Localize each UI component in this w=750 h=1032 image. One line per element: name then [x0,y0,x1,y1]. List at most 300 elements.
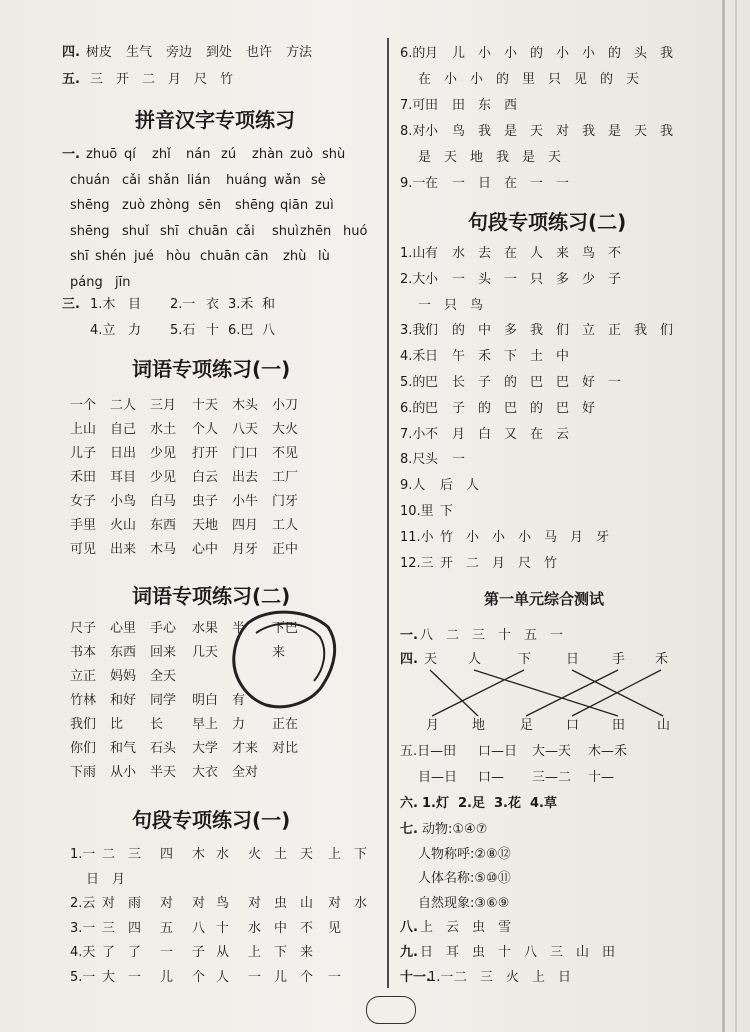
sentence-2-token: 云 [556,426,570,442]
sentence-2-token: 巴 [530,375,544,390]
heading-ci-practice-2: 词语专项练习(二) [132,584,291,608]
sentence-2-token: 在 [530,426,544,442]
sentence-1-token: 不 [300,920,314,936]
sentence-1-token: 月 [112,871,126,887]
vocab-1-word: 少见 [150,446,177,461]
section-3-item: 1.木 [90,297,116,312]
vocab-2-word: 我们 [70,717,97,732]
sentence-2-token: 午 [452,349,466,365]
sentence-2-token: 一 [608,375,622,390]
sentence-2-token: 子 [478,375,492,390]
sentence-2-token: 7.小 [400,426,426,442]
vocab-2-word: 有 [232,693,246,708]
heading-ju-practice-2: 句段专项练习(二) [468,210,627,234]
unit-8-item: 虫 [472,920,486,935]
vocab-1-word: 白马 [150,494,177,509]
vocab-2-word: 比 [110,717,124,732]
sentence-2-token: 中 [556,349,570,365]
unit-9-item: 日 [420,945,434,960]
sentence-2-token: 12.三 [400,555,434,571]
sentence-2-token: 又 [504,426,518,442]
sentence-1-token: 一 [328,969,342,985]
sentence-2-token: 立 [582,323,596,339]
match-line [474,670,618,716]
vocab-2-word: 半 [232,621,246,636]
right-top-token: 小 [504,46,518,61]
section-3-item: 5.石 [170,323,196,338]
sentence-2-token: 头 [425,452,439,468]
vocab-2-word: 石头 [150,741,177,756]
vocab-2-word: 从小 [110,765,137,780]
right-top-token: 田 [425,98,439,113]
vocab-1-word: 可见 [70,542,97,557]
vocab-2-word: 妈妈 [110,669,137,684]
vocab-2-word: 大学 [192,741,219,756]
sentence-2-token: 8.尺 [400,452,426,468]
sentence-1-token: 对 [328,896,342,911]
sentence-1-token: 儿 [274,969,288,985]
sentence-2-token: 小 [518,529,532,545]
unit-6-item: 2.足 [458,796,485,811]
sentence-2-token: 不 [425,426,439,442]
heading-pinyin-practice: 拼音汉字专项练习 [135,108,295,132]
section-4-word: 方法 [286,45,313,60]
pinyin-syllable: shēng [235,198,275,213]
unit-8-item: 雪 [498,920,512,935]
unit-1-item: 三 [472,628,486,643]
pinyin-syllable: chuān [200,249,240,264]
sentence-2-token: 11.小 [400,529,434,545]
right-top-token: 6.的 [400,46,426,61]
unit-6-item: 4.草 [530,796,557,811]
section-5-char: 三 [90,72,104,87]
right-top-token: 月 [425,46,439,61]
vocab-1-word: 水土 [150,422,177,437]
sentence-1-token: 四 [128,920,142,936]
sentence-2-token: 们 [556,323,570,339]
unit-6-item: 1.灯 [422,796,449,811]
sentence-1-token: 上 [328,847,342,862]
vocab-1-word: 十天 [192,398,219,413]
sentence-2-token: 开 [440,555,454,571]
vocab-2-word: 书本 [70,645,97,660]
sentence-2-token: 后 [440,478,454,494]
right-top-token: 的 [496,72,510,87]
vocab-2-word: 力 [232,717,246,732]
sentence-2-token: 一 [504,271,518,287]
sentence-1-token: 1.一 [70,847,96,862]
right-top-token: 小 [425,124,439,139]
sentence-2-token: 不 [608,246,622,261]
vocab-1-word: 日出 [110,446,137,461]
sentence-2-token: 的 [478,400,492,416]
sentence-2-token: 巴 [425,400,439,416]
right-top-token: 头 [634,46,648,61]
sentence-2-token: 日 [425,349,439,365]
sentence-1-token: 火 [248,847,262,862]
vocab-2-word: 大衣 [192,765,219,780]
section-3-item: 八 [262,323,276,338]
right-top-token: 9.一 [400,176,426,191]
sentence-2-token: 竹 [544,555,558,571]
vocab-1-word: 木头 [232,398,259,413]
right-top-token: 小 [556,46,570,61]
sentence-2-token: 少 [582,271,596,287]
sentence-2-token: 在 [504,246,518,261]
sentence-1-token: 3.一 [70,920,96,936]
vocab-1-word: 天地 [192,518,219,533]
pinyin-syllable: zuò [290,147,314,162]
right-top-token: 对 [556,124,570,139]
sentence-1-token: 下 [354,847,368,862]
sentence-2-token: 巴 [556,375,570,390]
unit-7-line: 人物称呼:②⑧⑫ [418,846,511,862]
sentence-2-token: 正 [608,323,622,339]
pinyin-syllable: qí [124,147,136,162]
sentence-2-token: 禾 [478,349,492,365]
right-top-token: 田 [452,98,466,113]
section-5-char: 月 [168,72,182,87]
sentence-1-token: 水 [216,847,230,862]
sentence-1-token: 了 [102,945,116,960]
pinyin-syllable: zhuō [86,147,118,162]
vocab-2-word: 立正 [70,669,97,684]
vocab-2-word: 来 [272,645,286,660]
sentence-1-token: 个 [300,969,314,985]
unit-9-item: 三 [550,945,564,960]
vocab-1-word: 大火 [272,422,299,437]
sentence-1-token: 八 [192,920,206,936]
right-top-token: 是 [504,124,518,139]
sentence-1-token: 土 [274,847,288,862]
sentence-1-token: 山 [300,896,314,911]
vocab-1-word: 月牙 [232,542,259,557]
sentence-2-token: 小 [492,529,506,545]
match-line [430,670,478,716]
unit-5-item: 口— [478,770,505,785]
sentence-2-token: 小 [466,529,480,545]
sentence-1-token: 十 [216,920,230,936]
vocab-2-word: 下雨 [70,765,97,780]
match-top-char: 人 [468,652,482,667]
vocab-1-word: 门牙 [272,494,299,509]
unit-5-item: 木—禾 [588,744,628,759]
sentence-1-token: 水 [248,920,262,936]
vocab-1-word: 女子 [70,494,97,509]
pinyin-syllable: zhēn [300,223,332,239]
vocab-1-word: 白云 [192,470,219,485]
sentence-2-token: 中 [478,323,492,339]
match-bottom-char: 山 [657,718,671,733]
sentence-2-token: 竹 [440,529,454,545]
sentence-1-token: 一 [160,945,174,960]
unit-11-item: 三 [480,970,494,985]
sentence-2-token: 二 [466,555,480,571]
unit-5-item: 口—日 [478,744,518,759]
sentence-2-token: 的 [452,323,466,339]
sentence-2-token: 4.禾 [400,349,426,365]
sentence-1-token: 对 [192,896,206,911]
unit-8-label: 八. [400,920,418,935]
match-top-char: 下 [518,652,532,667]
sentence-1-token: 雨 [128,896,142,911]
unit-9-item: 虫 [472,945,486,960]
section-3-item: 目 [128,297,142,312]
unit-8-item: 云 [446,920,460,935]
vocab-1-word: 心中 [192,542,219,557]
section-3-item: 3.禾 [228,297,254,312]
unit-5-item: 目—日 [418,770,458,785]
unit-11-item: 日 [558,970,572,985]
vocab-1-word: 小牛 [232,494,259,509]
unit-1-item: 一 [550,628,564,643]
sentence-2-token: 2.大 [400,271,426,287]
pinyin-syllable: zhàn [252,147,284,162]
sentence-2-token: 头 [478,271,492,287]
sentence-1-token: 从 [216,945,230,960]
vocab-1-word: 小鸟 [110,494,137,509]
unit-5-item: 五.日—田 [400,744,457,759]
unit-5-item: 十— [588,770,615,785]
right-top-token: 我 [478,124,492,139]
pinyin-syllable: huáng [226,172,267,188]
pinyin-syllable: hòu [166,249,191,264]
right-top-token: 的 [600,72,614,87]
pinyin-syllable: cān [245,249,269,264]
sentence-2-token: 们 [660,323,674,339]
sentence-1-token: 木 [192,847,206,862]
pinyin-syllable: shǎn [148,172,180,188]
pinyin-syllable: zhǐ [152,147,171,162]
section-4-word: 到处 [206,45,233,60]
right-top-token: 小 [470,72,484,87]
vocab-2-word: 长 [150,717,164,732]
sentence-1-token: 对 [160,896,174,911]
sentence-2-token: 子 [452,400,466,416]
pinyin-syllable: sè [311,172,326,188]
sentence-2-token: 马 [544,529,558,545]
sentence-2-token: 1.山 [400,246,426,261]
sentence-2-token: 土 [530,349,544,365]
section-3-item: 4.立 [90,323,116,338]
section-5-char: 竹 [220,72,234,87]
vocab-1-word: 虫子 [192,494,219,509]
right-top-token: 我 [660,124,674,139]
sentence-2-token: 我 [634,323,648,339]
sentence-1-token: 下 [274,945,288,960]
right-top-token: 只 [548,72,562,87]
vocab-1-word: 工人 [272,518,299,533]
sentence-2-token: 好 [582,375,596,390]
match-top-char: 天 [424,652,438,667]
right-top-token: 是 [608,124,622,139]
sentence-2-token: 去 [478,246,492,261]
unit-9-item: 田 [602,945,616,960]
section-3-label: 三. [62,297,80,312]
vocab-2-word: 明白 [192,693,219,708]
vocab-1-word: 四月 [232,518,259,533]
vocab-2-word: 尺子 [70,621,97,636]
pinyin-syllable: jué [134,249,154,264]
unit-5-item: 大—天 [532,744,572,759]
vocab-2-word: 全天 [150,669,177,684]
pinyin-syllable: qiān [280,198,309,213]
sentence-2-token: 的 [504,375,518,390]
vocab-1-word: 儿子 [70,446,97,461]
sentence-2-token: 子 [608,271,622,287]
section-4-label: 四. [62,45,80,60]
right-top-token: 是 [522,150,536,165]
right-top-token: 的 [530,46,544,61]
unit-1-item: 十 [498,628,512,643]
right-top-token: 小 [582,46,596,61]
unit-7-label: 七. [400,822,418,837]
sentence-1-token: 上 [248,945,262,960]
match-top-char: 日 [566,652,580,667]
sentence-1-token: 见 [328,920,342,936]
vocab-2-word: 下巴 [272,621,299,636]
sentence-2-token: 只 [444,297,458,313]
vocab-1-word: 出来 [110,542,137,557]
right-top-token: 7.可 [400,98,426,113]
right-top-token: 小 [444,72,458,87]
right-top-token: 8.对 [400,124,426,139]
pinyin-syllable: shuì [272,223,299,239]
unit-6-item: 3.花 [494,796,521,811]
sentence-1-token: 中 [274,920,288,936]
section-5-char: 开 [116,72,130,87]
pinyin-syllable: lù [318,249,330,264]
sentence-2-token: 月 [452,426,466,442]
vocab-2-word: 早上 [192,717,219,732]
sentence-1-token: 人 [216,969,230,985]
sentence-1-token: 5.一 [70,969,96,985]
pinyin-syllable: shēng [70,223,110,239]
unit-11-label: 十一. [400,970,431,985]
match-bottom-char: 足 [520,718,534,733]
sentence-2-token: 有 [425,246,439,261]
section-3-item: 和 [262,297,276,312]
heading-ju-practice-1: 句段专项练习(一) [132,808,291,832]
vocab-2-word: 同学 [150,693,177,708]
sentence-1-token: 天 [300,847,314,862]
vocab-2-word: 东西 [110,645,137,660]
right-top-token: 东 [478,98,492,113]
pinyin-syllable: chuán [70,172,110,188]
sentence-2-token: 人 [530,246,544,261]
unit-9-item: 耳 [446,945,460,960]
right-top-token: 鸟 [452,124,466,139]
vocab-2-word: 才来 [232,741,259,756]
sentence-2-token: 长 [452,375,466,390]
sentence-1-token: 子 [192,945,206,960]
section-3-item: 衣 [206,297,220,312]
section-3-item: 6.巴 [228,323,254,338]
vocab-2-word: 你们 [70,741,97,756]
vocab-1-word: 个人 [192,422,219,437]
pinyin-section-label: 一. [62,147,80,162]
unit-5-item: 三—二 [532,770,572,785]
unit-8-item: 上 [420,920,434,935]
pinyin-syllable: zuì [315,198,334,213]
sentence-2-token: 人 [466,478,480,494]
section-3-item: 十 [206,323,220,338]
vocab-1-word: 一个 [70,398,97,413]
vocab-1-word: 禾田 [70,470,97,485]
match-bottom-char: 口 [566,718,580,733]
sentence-2-token: 巴 [504,400,518,416]
unit-9-label: 九. [400,945,418,960]
pinyin-syllable: wǎn [274,172,301,188]
pinyin-syllable: páng [70,274,103,290]
unit-4-label: 四. [400,652,418,667]
unit-11-item: 上 [532,970,546,985]
vocab-1-word: 小刀 [272,398,299,413]
sentence-2-token: 月 [570,529,584,545]
right-top-token: 我 [582,124,596,139]
unit-1-item: 二 [446,628,460,643]
match-top-char: 禾 [655,652,669,667]
right-top-token: 小 [478,46,492,61]
section-5-label: 五. [62,72,80,87]
sentence-2-token: 下 [504,349,518,365]
vocab-1-word: 东西 [150,518,177,533]
right-top-token: 我 [496,150,510,165]
sentence-1-token: 一 [128,969,142,985]
unit-9-item: 山 [576,945,590,960]
match-bottom-char: 田 [612,718,626,733]
vocab-1-word: 手里 [70,518,97,533]
sentence-2-token: 一 [452,452,466,468]
sentence-1-token: 了 [128,945,142,960]
vocab-2-word: 半天 [150,765,177,780]
sentence-1-token: 对 [102,896,116,911]
right-top-token: 天 [548,150,562,165]
match-bottom-char: 地 [472,718,486,733]
section-3-item: 2.一 [170,297,196,312]
page-number [366,996,416,1024]
vocab-2-word: 和好 [110,693,137,708]
right-top-token: 我 [660,46,674,61]
vocab-1-word: 打开 [192,446,219,461]
pinyin-syllable: chuān [188,223,228,239]
vocab-1-word: 上山 [70,422,97,437]
vocab-1-word: 不见 [272,446,299,461]
right-top-token: 地 [470,150,484,165]
vocab-2-word: 竹林 [70,693,97,708]
vocab-2-word: 水果 [192,621,219,636]
pinyin-syllable: shuǐ [122,223,149,239]
sentence-2-token: 5.的 [400,375,426,390]
right-top-token: 里 [522,72,536,87]
pinyin-syllable: zhù [283,249,307,264]
sentence-1-token: 儿 [160,969,174,985]
sentence-2-token: 10.里 [400,504,434,519]
sentence-2-token: 下 [440,504,454,519]
right-top-token: 的 [608,46,622,61]
pinyin-syllable: shén [95,249,127,264]
section-4-word: 也许 [246,45,273,60]
sentence-2-token: 小 [425,271,439,287]
vocab-1-word: 木马 [150,542,177,557]
vocab-2-word: 几天 [192,645,219,660]
heading-unit-test: 第一单元综合测试 [484,590,605,608]
sentence-2-token: 尺 [518,555,532,571]
vocab-2-word: 对比 [272,741,299,756]
right-top-token: 天 [626,72,640,87]
unit-9-item: 八 [524,945,538,960]
sentence-1-token: 2.云 [70,896,96,911]
